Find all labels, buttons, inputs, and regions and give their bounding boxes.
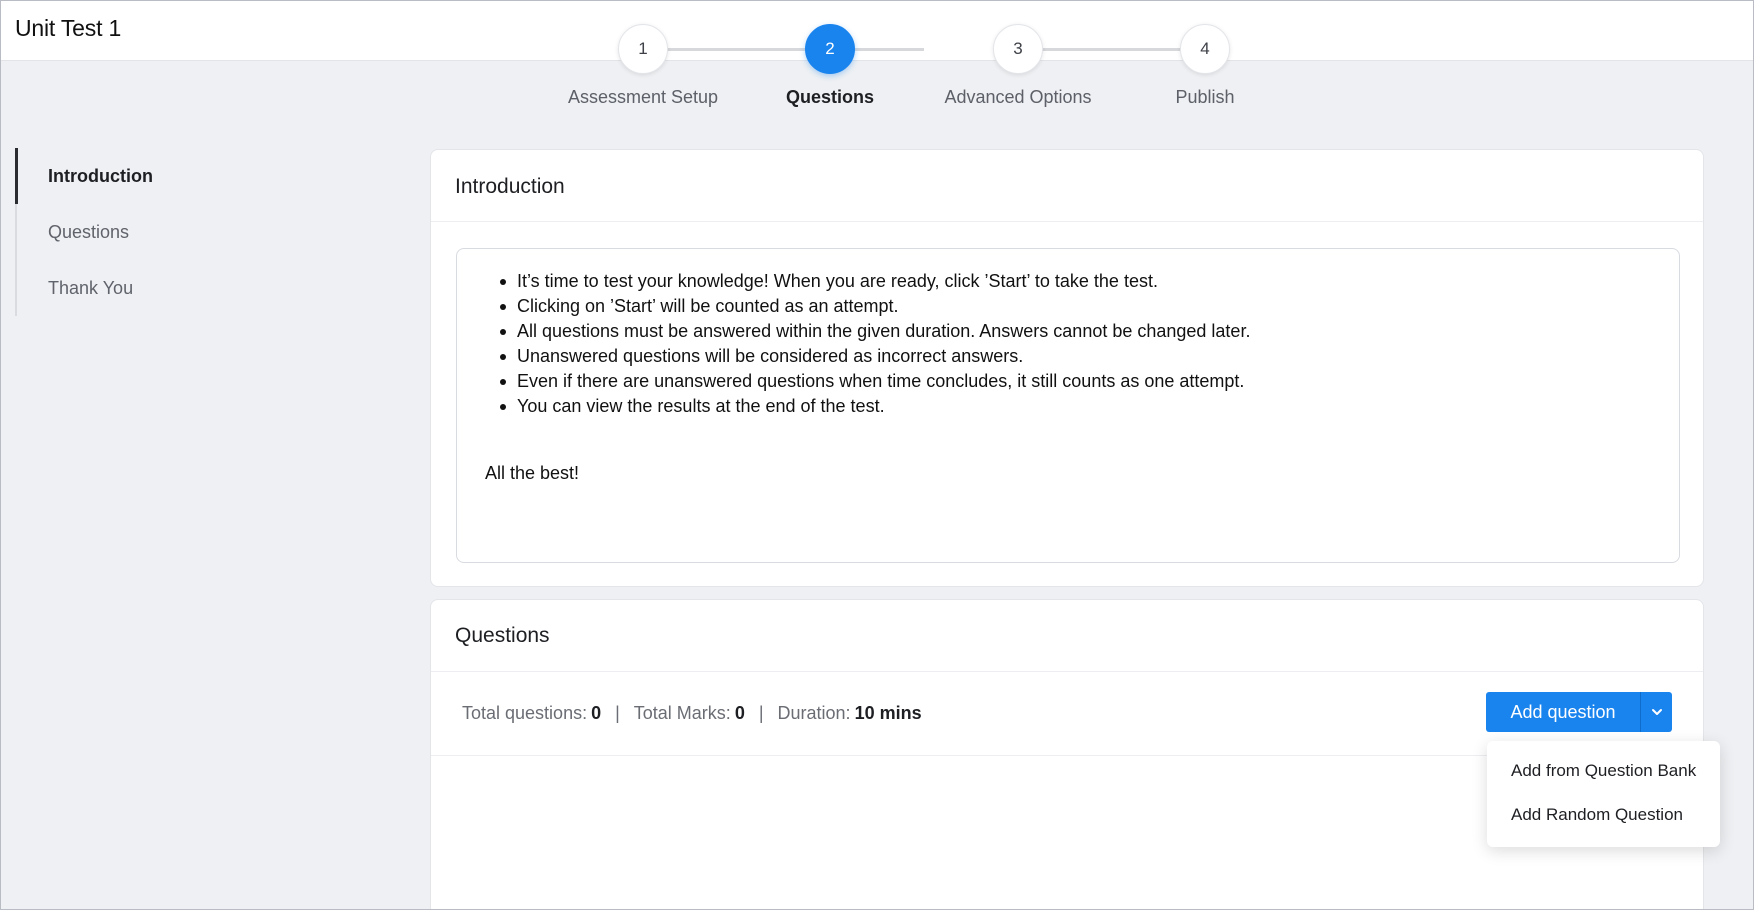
duration-value: 10 mins (854, 703, 922, 723)
separator: | (615, 703, 620, 723)
instruction-item: Clicking on ’Start’ will be counted as an attempt. (517, 294, 1250, 319)
instruction-item: It’s time to test your knowledge! When you are ready, click ’Start’ to take the test. (517, 269, 1250, 294)
introduction-card (430, 149, 1704, 587)
total-questions-value: 0 (591, 703, 602, 723)
menu-item-add-from-question-bank[interactable]: Add from Question Bank (1511, 761, 1697, 780)
total-questions-label: Total questions: (462, 703, 588, 723)
add-question-split-button (1486, 692, 1672, 732)
step-3-circle[interactable]: 3 (993, 24, 1043, 74)
add-question-menu (1487, 741, 1720, 847)
step-4-label[interactable]: Publish (1175, 87, 1235, 107)
nav-item-introduction[interactable]: Introduction (15, 148, 255, 204)
nav-item-thank-you[interactable]: Thank You (48, 277, 134, 298)
total-marks-value: 0 (734, 703, 745, 723)
step-1-label[interactable]: Assessment Setup (567, 87, 719, 107)
introduction-editor[interactable] (456, 248, 1680, 563)
questions-card-title: Questions (455, 624, 550, 647)
nav-item-questions[interactable]: Questions (48, 221, 130, 242)
separator: | (758, 703, 764, 723)
divider (431, 671, 1703, 672)
divider (431, 221, 1703, 222)
instruction-item: All questions must be answered within the given duration. Answers cannot be changed later. (517, 319, 1250, 344)
total-marks-label: Total Marks: (633, 703, 731, 723)
step-connector (667, 48, 805, 51)
duration-label: Duration: (777, 703, 851, 723)
step-2-circle[interactable]: 2 (805, 24, 855, 74)
section-nav (15, 148, 255, 316)
step-4-circle[interactable]: 4 (1180, 24, 1230, 74)
introduction-card-title: Introduction (455, 175, 565, 198)
step-connector (854, 48, 924, 51)
questions-summary (462, 703, 922, 724)
instructions-list (517, 269, 1250, 419)
step-2-label[interactable]: Questions (785, 87, 874, 107)
chevron-down-icon (1650, 707, 1664, 717)
instruction-item: Even if there are unanswered questions when time concludes, it still counts as one attempt. (517, 369, 1250, 394)
instruction-item: You can view the results at the end of the test. (517, 394, 1250, 419)
step-3-label[interactable]: Advanced Options (944, 87, 1092, 107)
page-title: Unit Test 1 (15, 15, 122, 41)
menu-item-add-random-question[interactable]: Add Random Question (1511, 805, 1683, 824)
instruction-item: Unanswered questions will be considered as incorrect answers. (517, 344, 1250, 369)
add-question-button[interactable]: Add question (1486, 692, 1640, 732)
step-connector (1042, 48, 1180, 51)
add-question-dropdown-toggle[interactable] (1640, 692, 1672, 732)
step-1-circle[interactable]: 1 (618, 24, 668, 74)
closing-text: All the best! (485, 463, 580, 483)
top-bar (1, 1, 1753, 61)
